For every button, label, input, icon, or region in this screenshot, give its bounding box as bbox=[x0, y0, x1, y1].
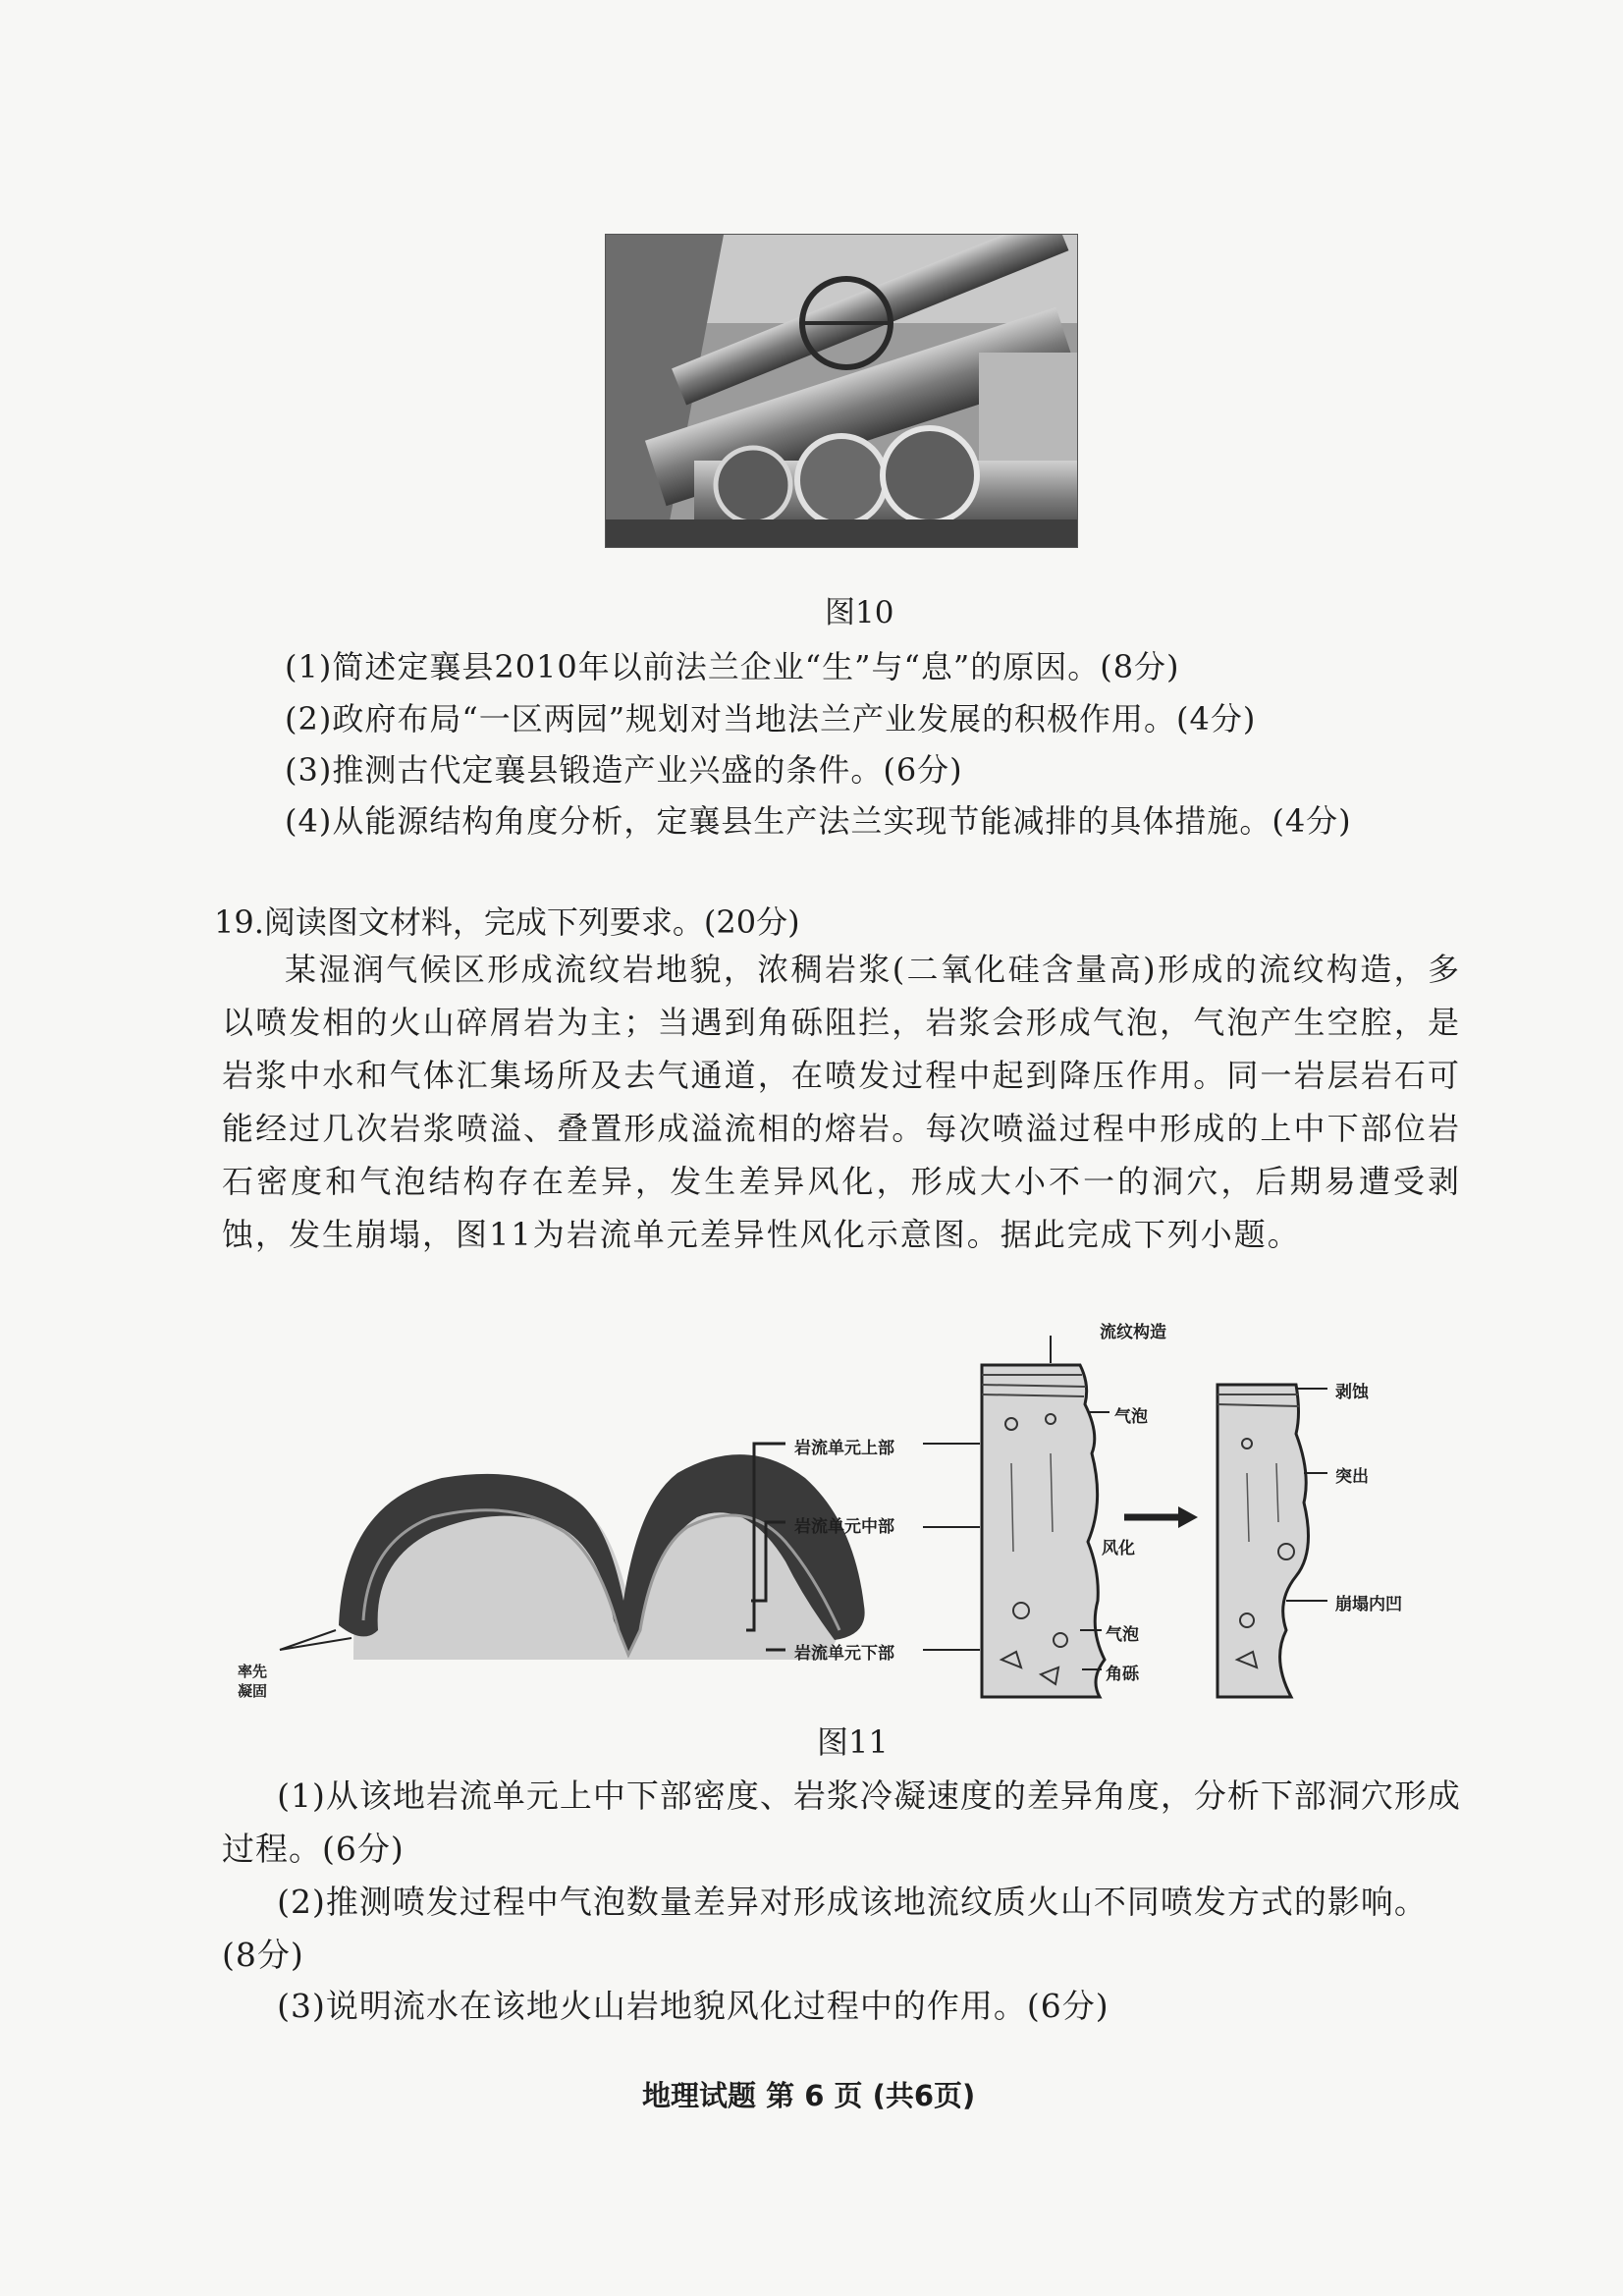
pipes-illustration bbox=[606, 235, 1077, 547]
label-bubble-lower: 气泡 bbox=[1106, 1625, 1139, 1645]
label-bottom: 岩流单元下部 bbox=[794, 1644, 894, 1664]
figure-11-caption: 图11 bbox=[817, 1723, 889, 1761]
rock-column-before bbox=[982, 1365, 1105, 1697]
fig10-question-1: (1)简述定襄县2010年以前法兰企业“生”与“息”的原因。(8分) bbox=[285, 648, 1180, 685]
label-bubble-upper: 气泡 bbox=[1114, 1407, 1148, 1427]
page-footer: 地理试题 第 6 页 (共6页) bbox=[642, 2079, 976, 2112]
label-collapse: 崩塌内凹 bbox=[1335, 1595, 1402, 1614]
q19-question-3: (3)说明流水在该地火山岩地貌风化过程中的作用。(6分) bbox=[277, 1987, 1109, 2025]
fig10-question-2: (2)政府布局“一区两园”规划对当地法兰产业发展的积极作用。(4分) bbox=[285, 700, 1257, 738]
label-erosion: 剥蚀 bbox=[1335, 1383, 1369, 1402]
label-weathering: 风化 bbox=[1102, 1539, 1135, 1558]
label-flow-structure: 流纹构造 bbox=[1100, 1323, 1166, 1342]
lava-flow-cross-section bbox=[339, 1454, 865, 1660]
label-top: 岩流单元上部 bbox=[794, 1439, 894, 1458]
label-first-solidify: 率先凝固 bbox=[238, 1663, 268, 1700]
question-19-material: 某湿润气候区形成流纹岩地貌，浓稠岩浆(二氧化硅含量高)形成的流纹构造，多以喷发相的火山碎屑岩为主；当遇到角砾阻拦，岩浆会形成气泡，气泡产生空腔，是岩浆中水和气体汇集场所及去气通道，在喷发过程中起到降压作用。同一岩层岩石可能经过几次岩浆喷溢、叠置形成溢流相的熔岩。每次喷溢过程中形成的上中下部位岩石密度和气泡结构存在差异，发生差异风化，形成大小不一的洞穴，后期易遭受剥蚀，发生崩塌，图11为岩流单元差异性风化示意图。据此完成下列小题。 bbox=[222, 951, 1461, 1253]
figure-10-photo bbox=[605, 234, 1078, 548]
fig10-question-4: (4)从能源结构角度分析，定襄县生产法兰实现节能减排的具体措施。(4分) bbox=[285, 802, 1352, 840]
first-solidify-pointer bbox=[280, 1630, 336, 1650]
figure-10-caption: 图10 bbox=[825, 595, 894, 630]
label-middle: 岩流单元中部 bbox=[794, 1517, 894, 1537]
q19-question-2: (2)推测喷发过程中气泡数量差异对形成该地流纹质火山不同喷发方式的影响。(8分) bbox=[222, 1883, 1428, 1974]
fig10-question-3: (3)推测古代定襄县锻造产业兴盛的条件。(6分) bbox=[285, 751, 963, 789]
rock-column-after bbox=[1217, 1385, 1309, 1697]
label-protrusion: 突出 bbox=[1335, 1467, 1369, 1487]
label-breccia: 角砾 bbox=[1106, 1665, 1139, 1684]
question-19-heading: 19.阅读图文材料，完成下列要求。(20分) bbox=[214, 903, 800, 941]
q19-question-1: (1)从该地岩流单元上中下部密度、岩浆冷凝速度的差异角度，分析下部洞穴形成过程。(6分) bbox=[222, 1777, 1461, 1868]
first-solidify-pointer bbox=[280, 1638, 352, 1650]
weathering-arrow bbox=[1124, 1506, 1198, 1528]
